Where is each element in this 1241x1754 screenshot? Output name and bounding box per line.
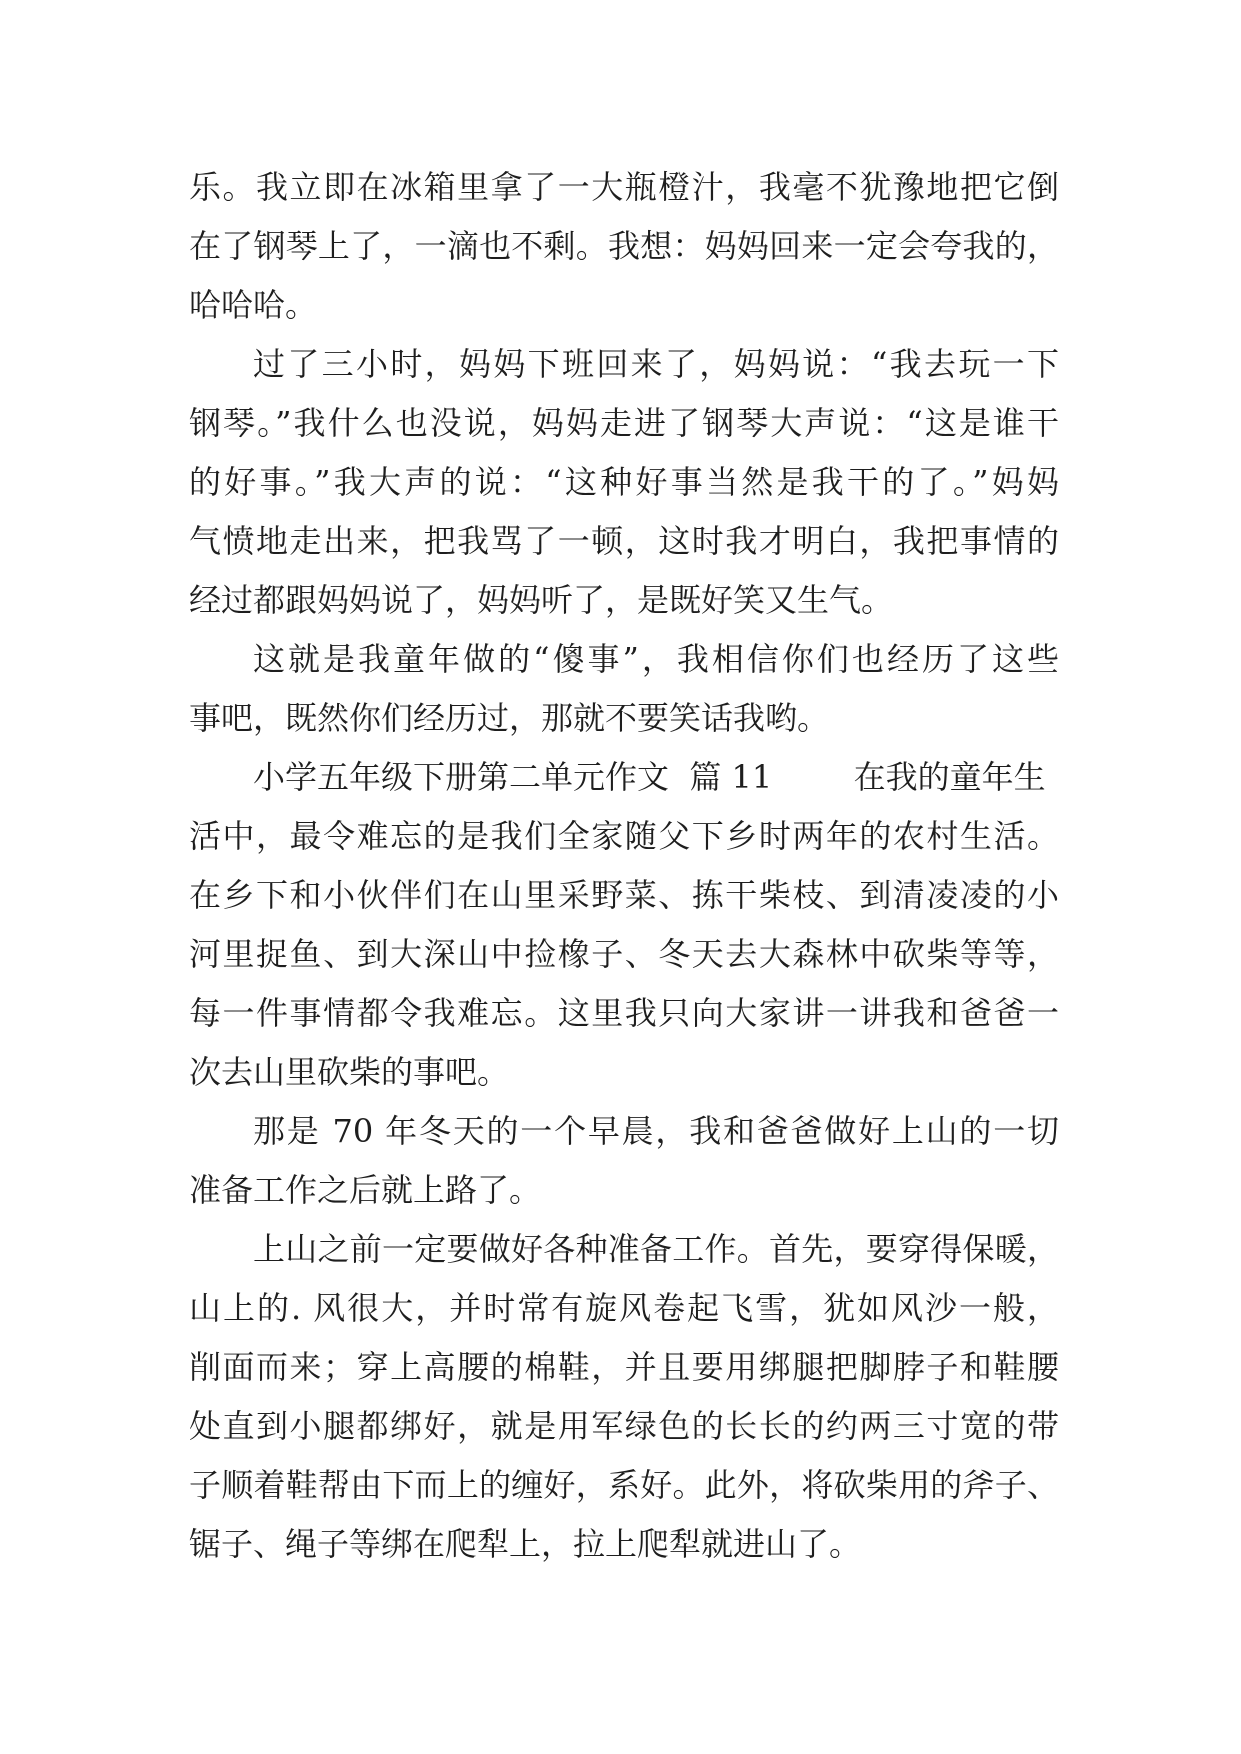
text-line: 经过都跟妈妈说了，妈妈听了，是既好笑又生气。 — [189, 581, 894, 619]
text-line: 那是 70 年冬天的一个早晨，我和爸爸做好上山的一切 — [253, 1112, 1059, 1150]
text-line: 河里捉鱼、到大深山中捡橡子、冬天去大森林中砍柴等等， — [189, 935, 1059, 973]
text-line: 的好事。”我大声的说：“这种好事当然是我干的了。”妈妈 — [189, 463, 1059, 501]
text-line: 锯子、绳子等绑在爬犁上，拉上爬犁就进山了。 — [189, 1525, 862, 1563]
text-line: 子顺着鞋帮由下而上的缠好，系好。此外，将砍柴用的斧子、 — [189, 1466, 1059, 1504]
text-line: 在了钢琴上了，一滴也不剩。我想：妈妈回来一定会夸我的， — [189, 227, 1059, 265]
text-line: 每一件事情都令我难忘。这里我只向大家讲一讲我和爸爸一 — [189, 994, 1059, 1032]
text-line: 次去山里砍柴的事吧。 — [189, 1053, 510, 1091]
text-line: 气愤地走出来，把我骂了一顿，这时我才明白，我把事情的 — [189, 522, 1059, 560]
text-line: 在乡下和小伙伴们在山里采野菜、拣干柴枝、到清凌凌的小 — [189, 876, 1059, 914]
text-line: 钢琴。”我什么也没说，妈妈走进了钢琴大声说：“这是谁干 — [189, 404, 1059, 442]
text-line: 山上的. 风很大，并时常有旋风卷起飞雪，犹如风沙一般， — [189, 1289, 1059, 1327]
text-line: 处直到小腿都绑好，就是用军绿色的长长的约两三寸宽的带 — [189, 1407, 1059, 1445]
text-line: 这就是我童年做的“傻事”，我相信你们也经历了这些 — [253, 640, 1059, 678]
text-line: 削面而来；穿上高腰的棉鞋，并且要用绑腿把脚脖子和鞋腰 — [189, 1348, 1059, 1386]
essay-body — [189, 158, 1059, 1574]
section-heading-line: 小学五年级下册第二单元作文 篇 11 在我的童年生 — [253, 758, 1046, 796]
text-line: 过了三小时，妈妈下班回来了，妈妈说：“我去玩一下 — [253, 345, 1059, 383]
text-line: 上山之前一定要做好各种准备工作。首先，要穿得保暖， — [253, 1230, 1059, 1268]
text-line: 哈哈哈。 — [189, 286, 318, 324]
text-line: 准备工作之后就上路了。 — [189, 1171, 542, 1209]
text-line: 事吧，既然你们经历过，那就不要笑话我哟。 — [189, 699, 830, 737]
text-line: 乐。我立即在冰箱里拿了一大瓶橙汁，我毫不犹豫地把它倒 — [189, 168, 1059, 206]
text-line: 活中，最令难忘的是我们全家随父下乡时两年的农村生活。 — [189, 817, 1059, 855]
